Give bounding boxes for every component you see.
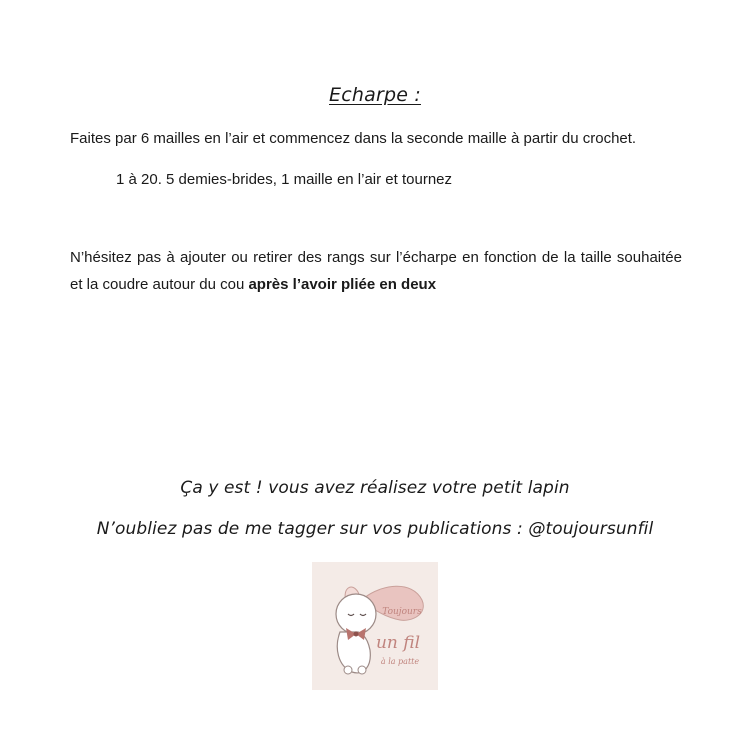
brand-logo xyxy=(312,562,438,690)
closing-line-2: N’oubliez pas de me tagger sur vos publications : @toujoursunfil xyxy=(96,519,654,539)
logo-text-bottom: à la patte xyxy=(380,657,420,666)
intro-paragraph: Faites par 6 mailles en l’air et commencez dans la seconde maille à partir du crochet. xyxy=(70,130,637,147)
note-text: N’hésitez pas à ajouter ou retirer des rangs sur l’écharpe en fonction de la taille souhaitée et la coudre autour du cou xyxy=(70,249,682,293)
bunny-logo-icon xyxy=(312,562,438,690)
logo-text-top: Toujours xyxy=(382,607,422,617)
logo-text-main: un fil xyxy=(375,633,421,653)
rows-instruction: 1 à 20. 5 demies-brides, 1 maille en l’air et tournez xyxy=(116,171,453,188)
closing-line-1: Ça y est ! vous avez réalisez votre petit lapin xyxy=(180,478,570,498)
note-paragraph xyxy=(70,244,682,298)
section-title: Echarpe : xyxy=(329,84,421,106)
note-bold-text: après l’avoir pliée en deux xyxy=(248,276,437,293)
